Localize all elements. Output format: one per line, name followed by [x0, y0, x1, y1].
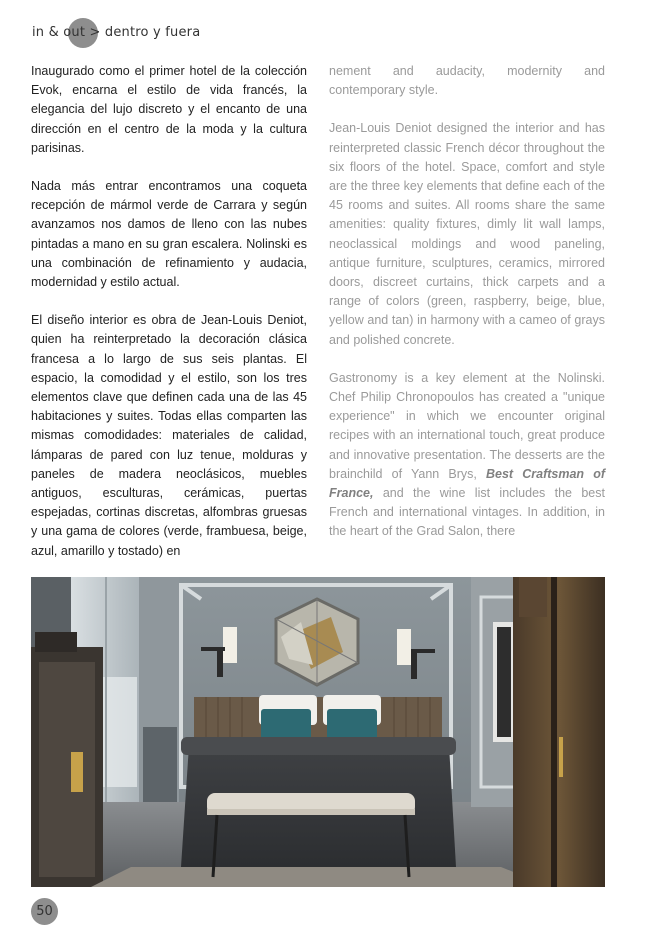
paragraph: Nada más entrar encontramos una coqueta recepción de mármol verde de Carrara y según avanzamos nos damos de lleno con las nubes pintadas a mano en su gran escalera. Nolinski es una combinación de refinamiento y audacia, modernidad y estilo actual.: [31, 179, 307, 290]
paragraph: Jean-Louis Deniot designed the interior and has reinterpreted classic French décor throughout the six floors of the hotel. Space, comfort and style are the three key elements that define each of the 45 rooms and suites. All rooms share the same amenities: quality fixtures, dimly lit wall lamps, neoclassical moldings and wood paneling, antique furniture, sculptures, ceramics, mirrored doors, discreet curtains, thick carpets and a range of colors (green, raspberry, beige, blue, yellow and tan) in harmony with a cameo of grays and polished concrete.: [329, 121, 605, 347]
spanish-text-column: [31, 62, 307, 580]
english-text-column: [329, 62, 605, 561]
hotel-room-photo: [31, 577, 605, 887]
paragraph-text: Gastronomy is a key element at the Nolinski. Chef Philip Chronopoulos has created a "unique experience" in which we encounter original recipes with an international touch, great produce and innovative presentation. The desserts are the brainchild of Yann Brys,: [329, 370, 605, 481]
page-number: 50: [31, 898, 58, 925]
paragraph-text: and the wine list includes the best French and international vintages. In addition, in the heart of the Grad Salon, there: [329, 486, 605, 539]
paragraph: El diseño interior es obra de Jean-Louis Deniot, quien ha reinterpretado la decoración clásica francesa a lo largo de sus seis plantas. El espacio, la comodidad y el estilo, son los tres elementos clave que definen cada una de las 45 habitaciones y suites. Todas ellas comparten las mismas comodidades: materiales de calidad, lámparas de pared con luz tenue, molduras y paneles de madera neoclásicos, muebles antiguos, esculturas, cerámicas, puertas espejadas, cortinas discretas, alfombras gruesas y una gama de colores (verde, frambuesa, beige, azul, amarillo y tostado) en: [31, 313, 307, 558]
paragraph: Inaugurado como el primer hotel de la colección Evok, encarna el estilo de vida francés, la elegancia del lujo discreto y el encanto de una dirección en el centro de la moda y la cultura parisinas.: [31, 64, 307, 155]
section-header: [30, 16, 330, 50]
section-label: in & out > dentro y fuera: [32, 25, 201, 40]
emphasized-title: Best Craftsman of France,: [329, 466, 605, 501]
paragraph: nement and audacity, modernity and contemporary style.: [329, 64, 605, 98]
paragraph: [329, 369, 605, 542]
